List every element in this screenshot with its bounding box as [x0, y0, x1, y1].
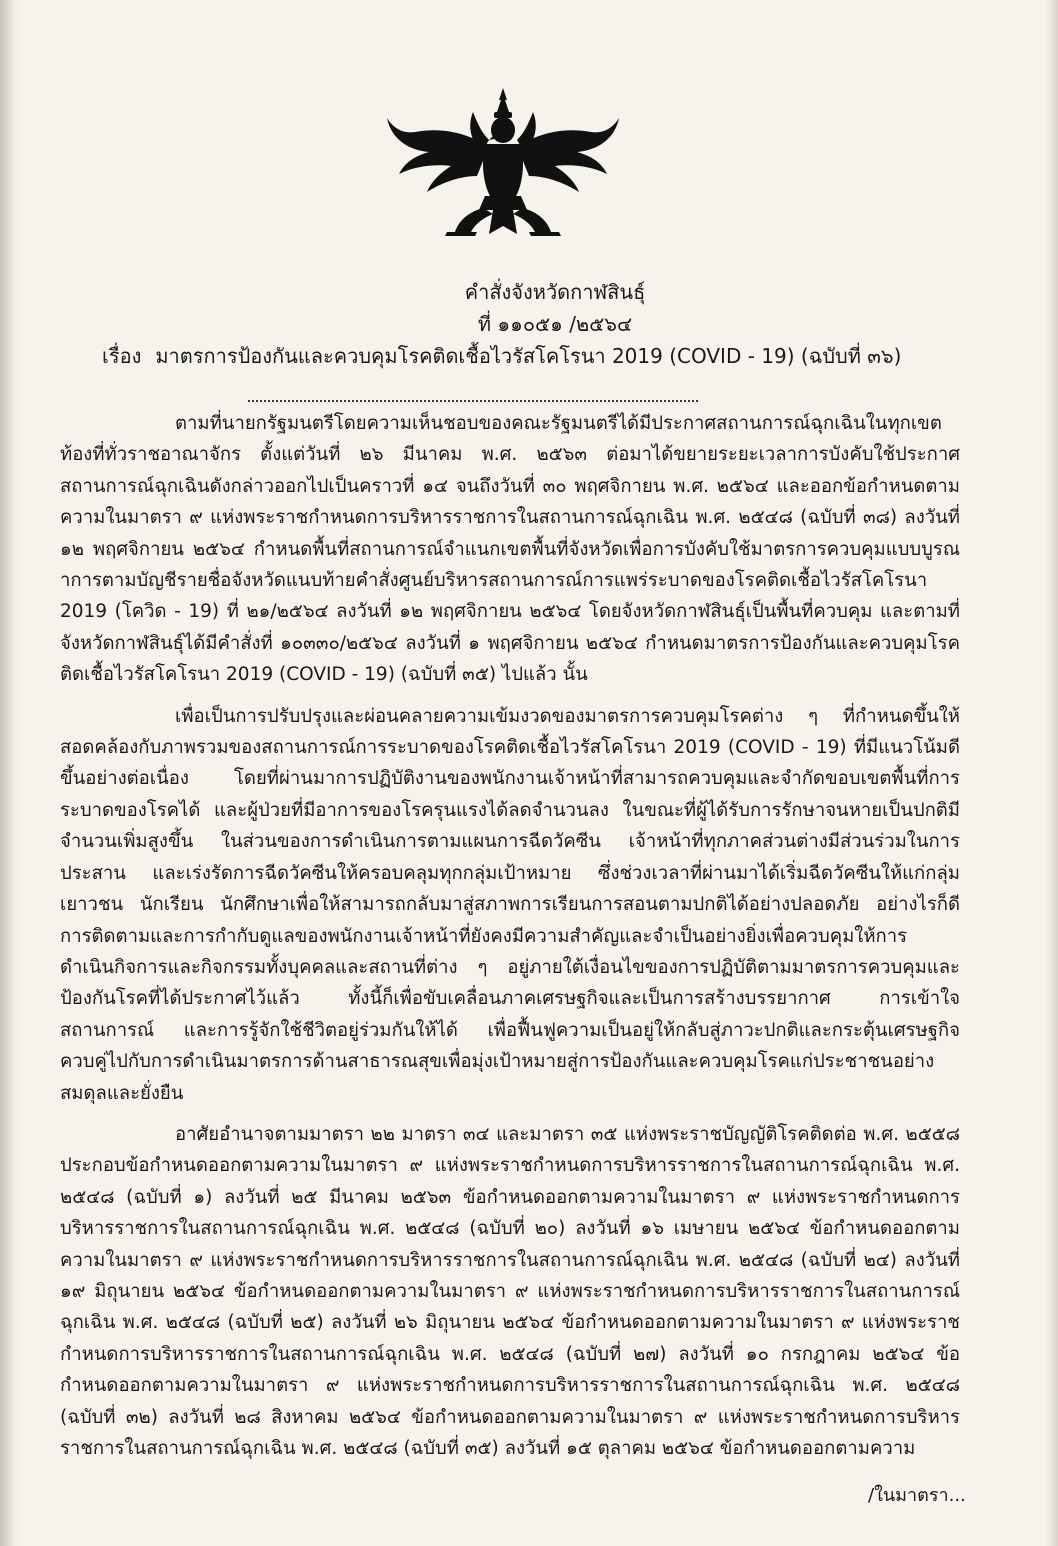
paragraph-rationale: เพื่อเป็นการปรับปรุงและผ่อนคลายความเข้มงวดของมาตรการควบคุมโรคต่าง ๆ ที่กำหนดขึ้นให้สอดคล้องกับภาพรวมของสถานการณ์การระบาดของโรคติดเชื้อไวรัสโคโรนา 2019 (COVID - 19) ที่มีแนวโน้มดีขึ้นอย่างต่อเนื่อง โดยที่ผ่านมาการปฏิบัติงานของพนักงานเจ้าหน้าที่สามารถควบคุมและจำกัดขอบเขตพื้นที่การระบาดของโรคได้ และผู้ป่วยที่มีอาการของโรครุนแรงได้ลดจำนวนลง ในขณะที่ผู้ได้รับการรักษาจนหายเป็นปกติมีจำนวนเพิ่มสูงขึ้น ในส่วนของการดำเนินการตามแผนการฉีดวัคซีน เจ้าหน้าที่ทุกภาคส่วนต่างมีส่วนร่วมในการประสาน และเร่งรัดการฉีดวัคซีนให้ครอบคลุมทุกกลุ่มเป้าหมาย ซึ่งช่วงเวลาที่ผ่านมาได้เริ่มฉีดวัคซีนให้แก่กลุ่มเยาวชน นักเรียน นักศึกษาเพื่อให้สามารถกลับมาสู่สภาพการเรียนการสอนตามปกติได้อย่างปลอดภัย อย่างไรก็ดี การติดตามและการกำกับดูแลของพนักงานเจ้าหน้าที่ยังคงมีความสำคัญและจำเป็นอย่างยิ่งเพื่อควบคุมให้การดำเนินกิจการและกิจกรรมทั้งบุคคลและสถานที่ต่าง ๆ อยู่ภายใต้เงื่อนไขของการปฏิบัติตามมาตรการควบคุมและป้องกันโรคที่ได้ประกาศไว้แล้ว ทั้งนี้ก็เพื่อขับเคลื่อนภาคเศรษฐกิจและเป็นการสร้างบรรยากาศ การเข้าใจสถานการณ์ และการรู้จักใช้ชีวิตอยู่ร่วมกันให้ได้ เพื่อฟื้นฟูความเป็นอยู่ให้กลับสู่ภาวะปกติและกระตุ้นเศรษฐกิจ ควบคู่ไปกับการดำเนินมาตรการด้านสาธารณสุขเพื่อมุ่งเป้าหมายสู่การป้องกันและควบคุมโรคแก่ประชาชนอย่างสมดุลและยั่งยืน: [60, 705, 960, 1104]
document-page: [60, 0, 1020, 1546]
subject-line: [60, 340, 1020, 372]
page-edge-shadow: [1046, 0, 1058, 1546]
subject-text: มาตรการป้องกันและควบคุมโรคติดเชื้อไวรัสโคโรนา 2019 (COVID - 19) (ฉบับที่ ๓๖): [155, 344, 902, 368]
binder-edge: [0, 0, 18, 1546]
document-number: ที่ ๑๑๐๕๑ /๒๕๖๔: [477, 312, 633, 336]
document-body: [60, 408, 960, 1474]
dotted-divider: [248, 400, 698, 402]
subject-label: เรื่อง: [102, 344, 142, 368]
continuation-marker: /ในมาตรา...: [868, 1485, 966, 1506]
document-title: คำสั่งจังหวัดกาฬสินธุ์: [464, 280, 646, 304]
paragraph-background: ตามที่นายกรัฐมนตรีโดยความเห็นชอบของคณะรัฐมนตรีได้มีประกาศสถานการณ์ฉุกเฉินในทุกเขตท้องที่ทั่วราชอาณาจักร ตั้งแต่วันที่ ๒๖ มีนาคม พ.ศ. ๒๕๖๓ ต่อมาได้ขยายระยะเวลาการบังคับใช้ประกาศสถานการณ์ฉุกเฉินดังกล่าวออกไปเป็นคราวที่ ๑๔ จนถึงวันที่ ๓๐ พฤศจิกายน พ.ศ. ๒๕๖๔ และออกข้อกำหนดตามความในมาตรา ๙ แห่งพระราชกำหนดการบริหารราชการในสถานการณ์ฉุกเฉิน พ.ศ. ๒๕๔๘ (ฉบับที่ ๓๘) ลงวันที่ ๑๒ พฤศจิกายน ๒๕๖๔ กำหนดพื้นที่สถานการณ์จำแนกเขตพื้นที่จังหวัดเพื่อการบังคับใช้มาตรการควบคุมแบบบูรณาการตามบัญชีรายชื่อจังหวัดแนบท้ายคำสั่งศูนย์บริหารสถานการณ์การแพร่ระบาดของโรคติดเชื้อไวรัสโคโรนา 2019 (โควิด - 19) ที่ ๒๑/๒๕๖๔ ลงวันที่ ๑๒ พฤศจิกายน ๒๕๖๔ โดยจังหวัดกาฬสินธุ์เป็นพื้นที่ควบคุม และตามที่จังหวัดกาฬสินธุ์ได้มีคำสั่งที่ ๑๐๓๓๐/๒๕๖๔ ลงวันที่ ๑ พฤศจิกายน ๒๕๖๔ กำหนดมาตรการป้องกันและควบคุมโรคติดเชื้อไวรัสโคโรนา 2019 (COVID - 19) (ฉบับที่ ๓๕) ไปแล้ว นั้น: [60, 413, 960, 686]
paragraph-authority: อาศัยอำนาจตามมาตรา ๒๒ มาตรา ๓๔ และมาตรา ๓๕ แห่งพระราชบัญญัติโรคติดต่อ พ.ศ. ๒๕๕๘ ประกอบข้อกำหนดออกตามความในมาตรา ๙ แห่งพระราชกำหนดการบริหารราชการในสถานการณ์ฉุกเฉิน พ.ศ. ๒๕๔๘ (ฉบับที่ ๑) ลงวันที่ ๒๕ มีนาคม ๒๕๖๓ ข้อกำหนดออกตามความในมาตรา ๙ แห่งพระราชกำหนดการบริหารราชการในสถานการณ์ฉุกเฉิน พ.ศ. ๒๕๔๘ (ฉบับที่ ๒๐) ลงวันที่ ๑๖ เมษายน ๒๕๖๔ ข้อกำหนดออกตามความในมาตรา ๙ แห่งพระราชกำหนดการบริหารราชการในสถานการณ์ฉุกเฉิน พ.ศ. ๒๕๔๘ (ฉบับที่ ๒๔) ลงวันที่ ๑๙ มิถุนายน ๒๕๖๔ ข้อกำหนดออกตามความในมาตรา ๙ แห่งพระราชกำหนดการบริหารราชการในสถานการณ์ฉุกเฉิน พ.ศ. ๒๕๔๘ (ฉบับที่ ๒๕) ลงวันที่ ๒๖ มิถุนายน ๒๕๖๔ ข้อกำหนดออกตามความในมาตรา ๙ แห่งพระราชกำหนดการบริหารราชการในสถานการณ์ฉุกเฉิน พ.ศ. ๒๕๔๘ (ฉบับที่ ๒๗) ลงวันที่ ๑๐ กรกฎาคม ๒๕๖๔ ข้อกำหนดออกตามความในมาตรา ๙ แห่งพระราชกำหนดการบริหารราชการในสถานการณ์ฉุกเฉิน พ.ศ. ๒๕๔๘ (ฉบับที่ ๓๒) ลงวันที่ ๒๘ สิงหาคม ๒๕๖๔ ข้อกำหนดออกตามความในมาตรา ๙ แห่งพระราชกำหนดการบริหารราชการในสถานการณ์ฉุกเฉิน พ.ศ. ๒๕๔๘ (ฉบับที่ ๓๕) ลงวันที่ ๑๕ ตุลาคม ๒๕๖๔ ข้อกำหนดออกตามความ: [60, 1123, 960, 1459]
garuda-emblem-icon: [385, 86, 621, 236]
document-header: [60, 276, 1020, 372]
